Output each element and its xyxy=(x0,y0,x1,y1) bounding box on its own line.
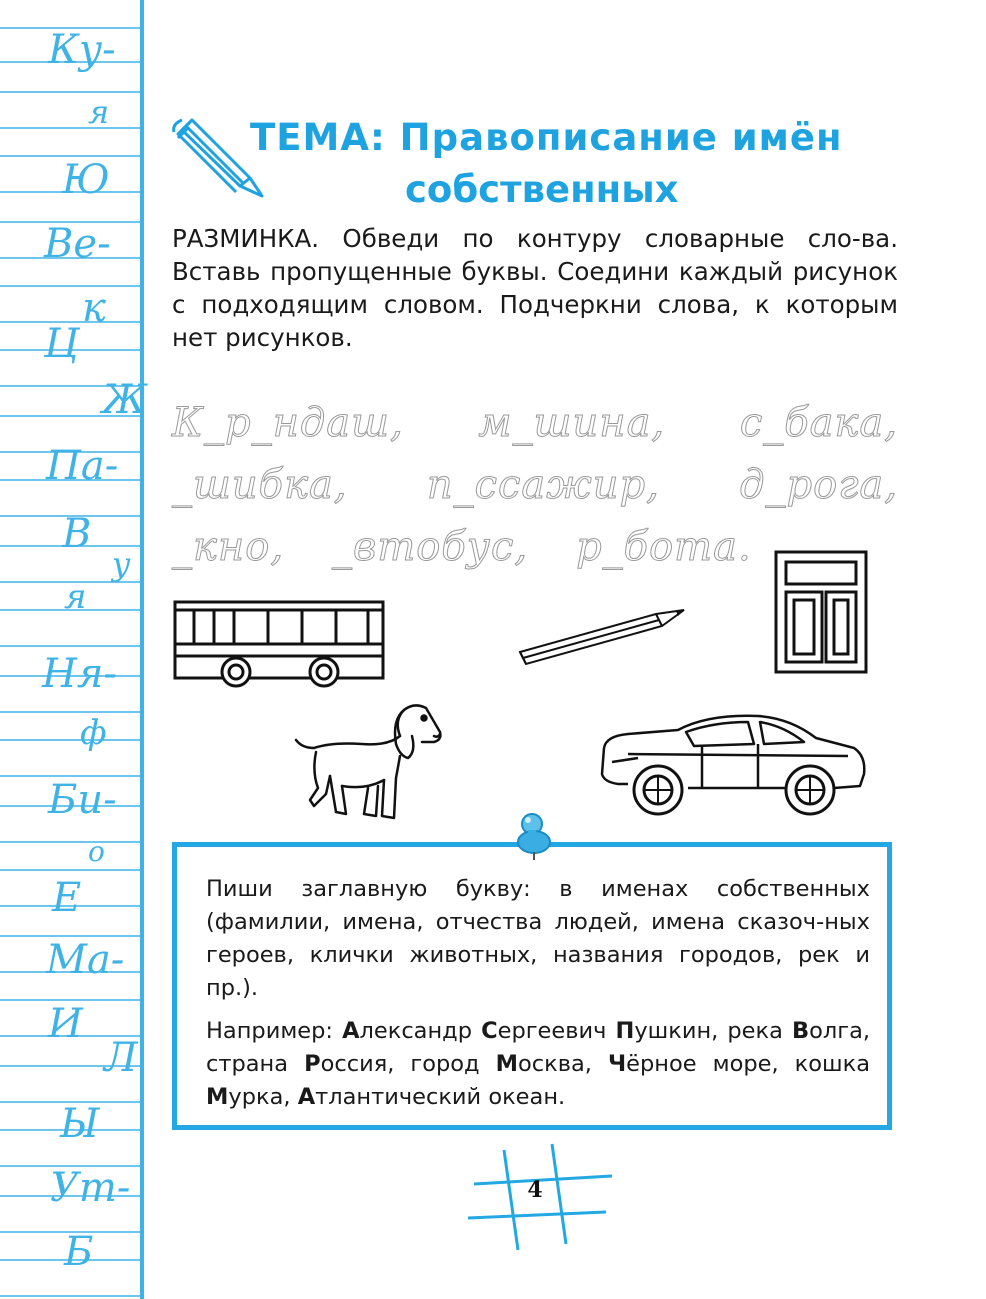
example-word: Чёрное xyxy=(607,1051,697,1077)
trace-word: р_бота. xyxy=(576,524,752,570)
rule-examples xyxy=(206,1015,870,1114)
task-instructions: РАЗМИНКА. Обведи по контуру словарные сло-ва. Вставь пропущенные буквы. Соедини каждый рисунок с подходящим словом. Подчеркни слова, к которым нет рисунков. xyxy=(172,224,898,352)
example-word: страна xyxy=(206,1051,289,1077)
example-word: Пушкин, xyxy=(615,1018,719,1044)
margin-letter: Ма- xyxy=(46,937,125,983)
pushpin-icon xyxy=(510,810,560,860)
trace-word: д_рога, xyxy=(739,462,898,508)
capital-letter: С xyxy=(481,1018,498,1044)
trace-line xyxy=(172,392,898,454)
trace-word: _втобус, xyxy=(332,524,529,570)
dog-icon xyxy=(292,696,452,828)
margin-letter: Ц xyxy=(44,321,79,367)
rule-text: Пиши заглавную букву: в именах собственных (фамилии, имена, отчества людей, имена сказоч-ных героев, клички животных, названия городов, рек и пр.). xyxy=(206,876,870,1001)
trace-word: _шибка, xyxy=(172,462,348,508)
margin-letter: ф xyxy=(80,713,107,753)
trace-word: _кно, xyxy=(172,524,285,570)
margin-letter: Л xyxy=(104,1035,138,1081)
capital-letter: А xyxy=(297,1084,316,1110)
trace-word: п_ссажир, xyxy=(426,462,660,508)
capital-letter: М xyxy=(206,1084,229,1110)
capital-letter: П xyxy=(615,1018,635,1044)
margin-letter: Ве- xyxy=(44,221,111,267)
rule-box xyxy=(172,842,892,1130)
handwriting-margin xyxy=(0,0,148,1299)
window-icon xyxy=(774,550,868,674)
example-word: Волга, xyxy=(791,1018,871,1044)
margin-letter: Ут- xyxy=(50,1165,131,1211)
capital-letter: Ч xyxy=(607,1051,627,1077)
example-word: Александр xyxy=(342,1018,473,1044)
title-line-2: собственных xyxy=(405,168,679,211)
trace-word: м_шина, xyxy=(478,400,666,446)
title-line-1: ТЕМА: Правописание имён xyxy=(250,116,843,159)
example-word: море, кошка xyxy=(712,1051,870,1077)
margin-letter: Ж xyxy=(102,377,147,423)
example-word: Атлантический xyxy=(297,1084,482,1110)
page-number: 4 xyxy=(527,1177,543,1203)
capital-letter: В xyxy=(791,1018,810,1044)
margin-letter: Би- xyxy=(48,777,117,823)
trace-word: К_р_ндаш, xyxy=(172,400,404,446)
margin-letter: у xyxy=(112,545,131,583)
pencil-drawing-icon xyxy=(516,606,688,666)
margin-letter: В xyxy=(62,511,92,557)
example-word: Сергеевич xyxy=(481,1018,607,1044)
margin-letter: я xyxy=(64,577,87,617)
example-word: река xyxy=(727,1018,783,1044)
example-word: Россия, xyxy=(304,1051,395,1077)
margin-letter: я xyxy=(88,93,110,131)
margin-letter: Ю xyxy=(62,157,110,203)
example-word: океан. xyxy=(488,1084,566,1110)
margin-letter: Ня- xyxy=(42,651,117,697)
capital-letter: Р xyxy=(304,1051,321,1077)
capital-letter: М xyxy=(495,1051,519,1077)
margin-letter: о xyxy=(88,835,105,868)
margin-letter: Па- xyxy=(46,443,119,489)
example-word: Москва, xyxy=(495,1051,592,1077)
margin-letter: Ы xyxy=(60,1101,100,1147)
trace-line xyxy=(172,454,898,516)
example-word: город xyxy=(410,1051,480,1077)
margin-letter: Б xyxy=(64,1229,94,1275)
capital-letter: А xyxy=(342,1018,360,1044)
example-word: Мурка, xyxy=(206,1084,291,1110)
margin-letter: к xyxy=(82,285,106,331)
trace-word: с_бака, xyxy=(739,400,898,446)
margin-letter: И xyxy=(48,1001,83,1047)
examples-label: Например: xyxy=(206,1018,334,1044)
margin-letter: Ку- xyxy=(48,27,116,73)
car-icon xyxy=(598,708,870,818)
margin-letter: Е xyxy=(52,875,82,921)
bus-icon xyxy=(172,596,388,688)
